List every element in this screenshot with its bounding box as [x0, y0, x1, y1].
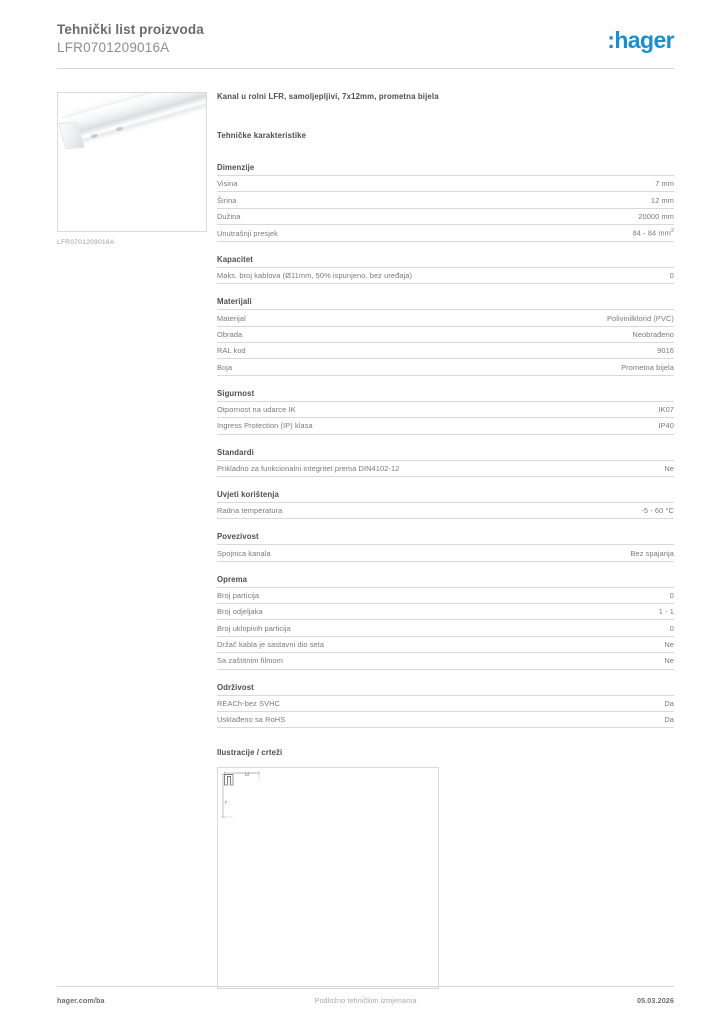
spec-row [217, 191, 674, 207]
specifications-heading: Tehničke karakteristike [217, 131, 307, 140]
spec-label: Širina [217, 195, 237, 205]
spec-row [217, 358, 674, 375]
spec-value: 0 [669, 271, 674, 281]
spec-row [217, 208, 674, 224]
spec-label: Ingress Protection (IP) klasa [217, 421, 313, 431]
spec-value: Polivinilklorid (PVC) [607, 313, 674, 323]
spec-value: Neobrađeno [632, 329, 674, 339]
spec-row [217, 711, 674, 728]
product-image-panel [57, 92, 209, 246]
spec-value: -5 - 60 °C [641, 506, 674, 516]
spec-label: REACh-bez SVHC [217, 698, 281, 708]
spec-row [217, 603, 674, 619]
spec-row [217, 224, 674, 242]
spec-label: Maks. broj kablova (Ø11mm, 50% ispunjeno, bez uređaja) [217, 271, 413, 281]
spec-label: Usklađeno sa RoHS [217, 715, 286, 725]
spec-value: IK07 [658, 405, 674, 415]
spec-label: Visina [217, 179, 238, 189]
spec-value: Ne [664, 656, 674, 666]
spec-group [217, 255, 674, 284]
spec-row [217, 636, 674, 652]
spec-group-title: Standardi [217, 447, 254, 457]
spec-row [217, 587, 674, 603]
product-image-frame [57, 92, 207, 232]
document-reference: LFR0701209016A [57, 40, 170, 55]
spec-value: Ne [664, 640, 674, 650]
illustration-box [217, 767, 439, 989]
spec-label: Sa zaštitnim filmom [217, 656, 283, 666]
spec-group [217, 163, 674, 242]
spec-label: Obrada [217, 329, 243, 339]
spec-value: 12 mm [650, 195, 674, 205]
spec-label: Držač kabla je sastavni dio seta [217, 640, 325, 650]
illustrations-section [217, 748, 674, 989]
page-header [57, 22, 674, 68]
spec-label: Spojnica kanala [217, 548, 271, 558]
spec-group-title: Dimenzije [217, 163, 255, 172]
spec-label: Unutrašnji presjek [217, 228, 278, 238]
spec-group [217, 297, 674, 376]
spec-row [217, 652, 674, 669]
header-divider [57, 68, 674, 69]
spec-row [217, 401, 674, 417]
spec-row [217, 695, 674, 711]
spec-group [217, 448, 674, 477]
spec-group-title: Oprema [217, 574, 248, 584]
spec-group-title: Materijali [217, 297, 252, 307]
spec-group [217, 575, 674, 670]
spec-label: Broj uklopivih particija [217, 623, 291, 633]
spec-group [217, 683, 674, 729]
spec-label: Broj odjeljaka [217, 607, 263, 617]
spec-label: Boja [217, 362, 233, 372]
spec-label: Dužina [217, 211, 241, 221]
spec-value: Ne [664, 463, 674, 473]
spec-group [217, 389, 674, 435]
spec-row [217, 417, 674, 434]
spec-row [217, 326, 674, 342]
spec-row [217, 544, 674, 561]
hager-logo: :hager [607, 27, 674, 53]
spec-row [217, 460, 674, 477]
spec-value [633, 228, 674, 237]
spec-row [217, 309, 674, 325]
spec-value: 0 [669, 623, 674, 633]
footer-website[interactable]: hager.com/ba [57, 996, 105, 1005]
spec-label: Radna temperatura [217, 506, 283, 516]
spec-value: IP40 [658, 421, 674, 431]
spec-group [217, 490, 674, 519]
spec-value: 1 - 1 [658, 607, 674, 617]
spec-row [217, 267, 674, 284]
product-image-caption: LFR0701209016A [57, 239, 115, 246]
spec-value: Prometna bijela [621, 362, 674, 372]
spec-label: Prikladno za funkcionalni integritet prema DIN4102-12 [217, 463, 400, 473]
product-photo [58, 93, 206, 231]
product-description: Kanal u rolni LFR, samoljepljivi, 7x12mm, prometna bijela [217, 92, 439, 101]
spec-value: Bez spajanja [630, 548, 674, 558]
spec-row [217, 502, 674, 519]
spec-group-title: Sigurnost [217, 388, 255, 398]
spec-groups [217, 163, 674, 728]
spec-group [217, 532, 674, 561]
spec-label: RAL kod [217, 346, 246, 356]
drawing-height-label: 7 [224, 800, 227, 806]
spec-row [217, 342, 674, 358]
spec-group-title: Kapacitet [217, 254, 253, 264]
spec-value-superscript: 2 [670, 228, 674, 235]
spec-value: 20000 mm [638, 211, 674, 221]
spec-group-title: Uvjeti korištenja [217, 489, 279, 499]
spec-value-text: 84 - 84 mm [632, 228, 671, 238]
illustrations-title: Ilustracije / crteži [217, 748, 283, 758]
dimension-drawing [221, 771, 281, 823]
drawing-width-label: 12 [244, 771, 250, 777]
specifications-panel [217, 92, 674, 989]
spec-value: 7 mm [655, 179, 674, 189]
spec-value: Da [664, 698, 674, 708]
spec-label: Broj particija [217, 590, 260, 600]
spec-value: 9016 [657, 346, 674, 356]
spec-group-title: Održivost [217, 682, 254, 692]
page-footer [57, 996, 674, 1012]
spec-value: Da [664, 715, 674, 725]
footer-disclaimer: Podložno tehničkim izmjenama [314, 996, 417, 1005]
spec-label: Materijal [217, 313, 246, 323]
footer-divider [57, 986, 674, 987]
spec-row [217, 175, 674, 191]
footer-date: 05.03.2026 [637, 996, 674, 1005]
spec-group-title: Povezivost [217, 532, 259, 542]
page-title: Tehnički list proizvoda [57, 22, 204, 37]
spec-row [217, 619, 674, 635]
trunking-body [61, 92, 207, 140]
spec-label: Otpornost na udarce IK [217, 405, 296, 415]
spec-value: 0 [669, 590, 674, 600]
